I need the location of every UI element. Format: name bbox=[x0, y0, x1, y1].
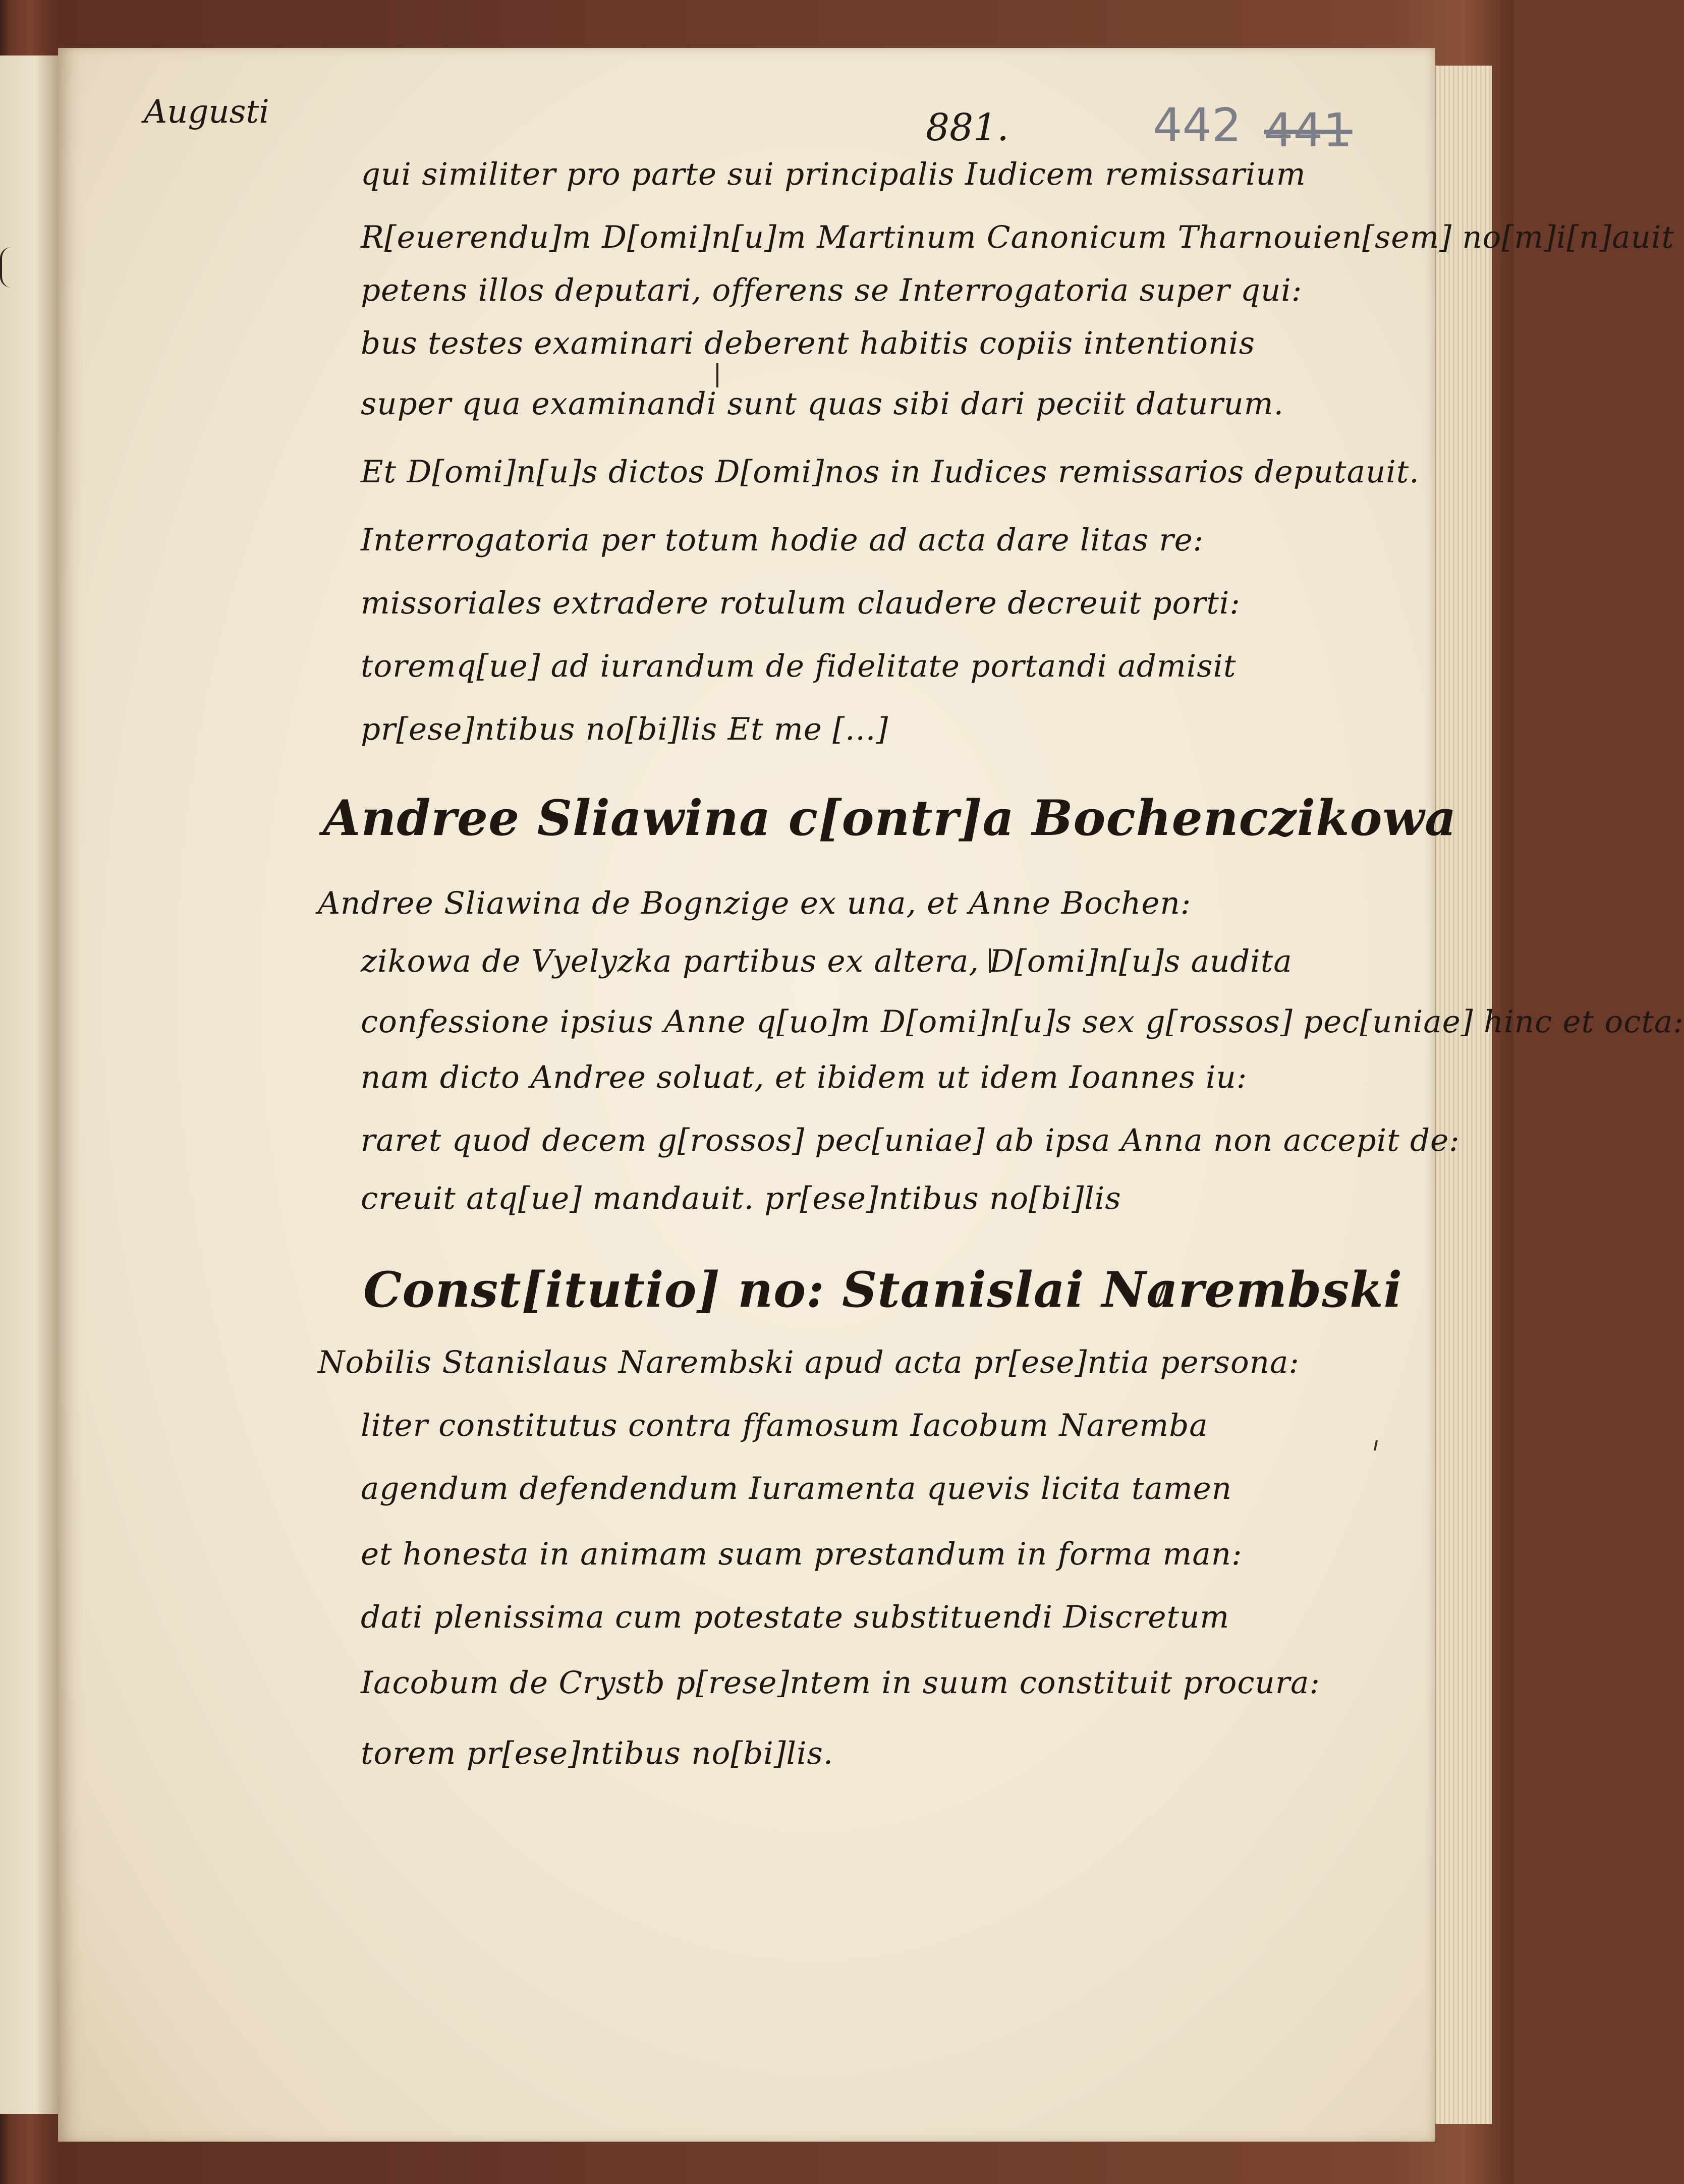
text-line: toremq[ue] ad iurandum de fidelitate portandi admisit bbox=[361, 648, 1237, 684]
text-line: torem pr[ese]ntibus no[bi]lis. bbox=[361, 1735, 834, 1771]
pencil-folio-number-crossed: 441 bbox=[1264, 103, 1353, 157]
text-line: Et D[omi]n[u]s dictos D[omi]nos in Iudices remissarios deputauit. bbox=[361, 454, 1420, 490]
text-line: R[euerendu]m D[omi]n[u]m Martinum Canonicum Tharnouien[sem] no[m]i[n]auit bbox=[361, 219, 1674, 255]
text-line: raret quod decem g[rossos] pec[uniae] ab ipsa Anna non accepit de: bbox=[361, 1123, 1460, 1158]
text-line: super qua examinandi sunt quas sibi dari peciit daturum. bbox=[361, 386, 1284, 422]
text-line: Iacobum de Crystb p[rese]ntem in suum constituit procura: bbox=[361, 1665, 1320, 1701]
text-line: et honesta in animam suam prestandum in forma man: bbox=[361, 1536, 1243, 1572]
text-line: Andree Sliawina de Bognzige ex una, et Anne Bochen: bbox=[318, 885, 1192, 921]
text-line: petens illos deputari, offerens se Interrogatoria super qui: bbox=[361, 272, 1303, 308]
text-line: zikowa de Vyelyzka partibus ex altera, D[omi]n[u]s audita bbox=[361, 943, 1293, 979]
text-line: missoriales extradere rotulum claudere decreuit porti: bbox=[361, 585, 1241, 621]
previous-page-ink-mark bbox=[0, 247, 11, 288]
text-line: liter constitutus contra ffamosum Iacobum Naremba bbox=[361, 1408, 1208, 1443]
text-line: Nobilis Stanislaus Narembski apud acta pr[ese]ntia persona: bbox=[318, 1345, 1300, 1380]
text-line: confessione ipsius Anne q[uo]m D[omi]n[u]s sex g[rossos] pec[uniae] hinc et octa: bbox=[361, 1004, 1684, 1040]
folio-number: 881. bbox=[926, 106, 1009, 149]
previous-page-edge bbox=[0, 55, 60, 2114]
text-line: qui similiter pro parte sui principalis Iudicem remissarium bbox=[361, 156, 1306, 192]
text-line: creuit atq[ue] mandauit. pr[ese]ntibus no[bi]lis bbox=[361, 1181, 1121, 1216]
folio-month: Augusti bbox=[144, 93, 269, 131]
page-stack-edges bbox=[1435, 66, 1492, 2124]
entry-heading: Const[itutio] no: Stanislai Narembski bbox=[363, 1261, 1403, 1318]
ink-stroke bbox=[716, 363, 718, 387]
text-line: bus testes examinari deberent habitis copiis intentionis bbox=[361, 325, 1256, 361]
text-line: agendum defendendum Iuramenta quevis licita tamen bbox=[361, 1471, 1232, 1506]
margin-mark bbox=[1374, 1440, 1386, 1450]
pencil-folio-number: 442 bbox=[1153, 98, 1242, 152]
ink-stroke bbox=[989, 948, 991, 973]
text-line: dati plenissima cum potestate substituendi Discretum bbox=[361, 1599, 1230, 1635]
text-line: pr[ese]ntibus no[bi]lis Et me [...] bbox=[361, 711, 889, 747]
text-line: nam dicto Andree soluat, et ibidem ut idem Ioannes iu: bbox=[361, 1059, 1248, 1095]
text-line: Interrogatoria per totum hodie ad acta dare litas re: bbox=[361, 522, 1204, 558]
entry-heading: Andree Sliawina c[ontr]a Bochenczikowa bbox=[323, 790, 1457, 847]
